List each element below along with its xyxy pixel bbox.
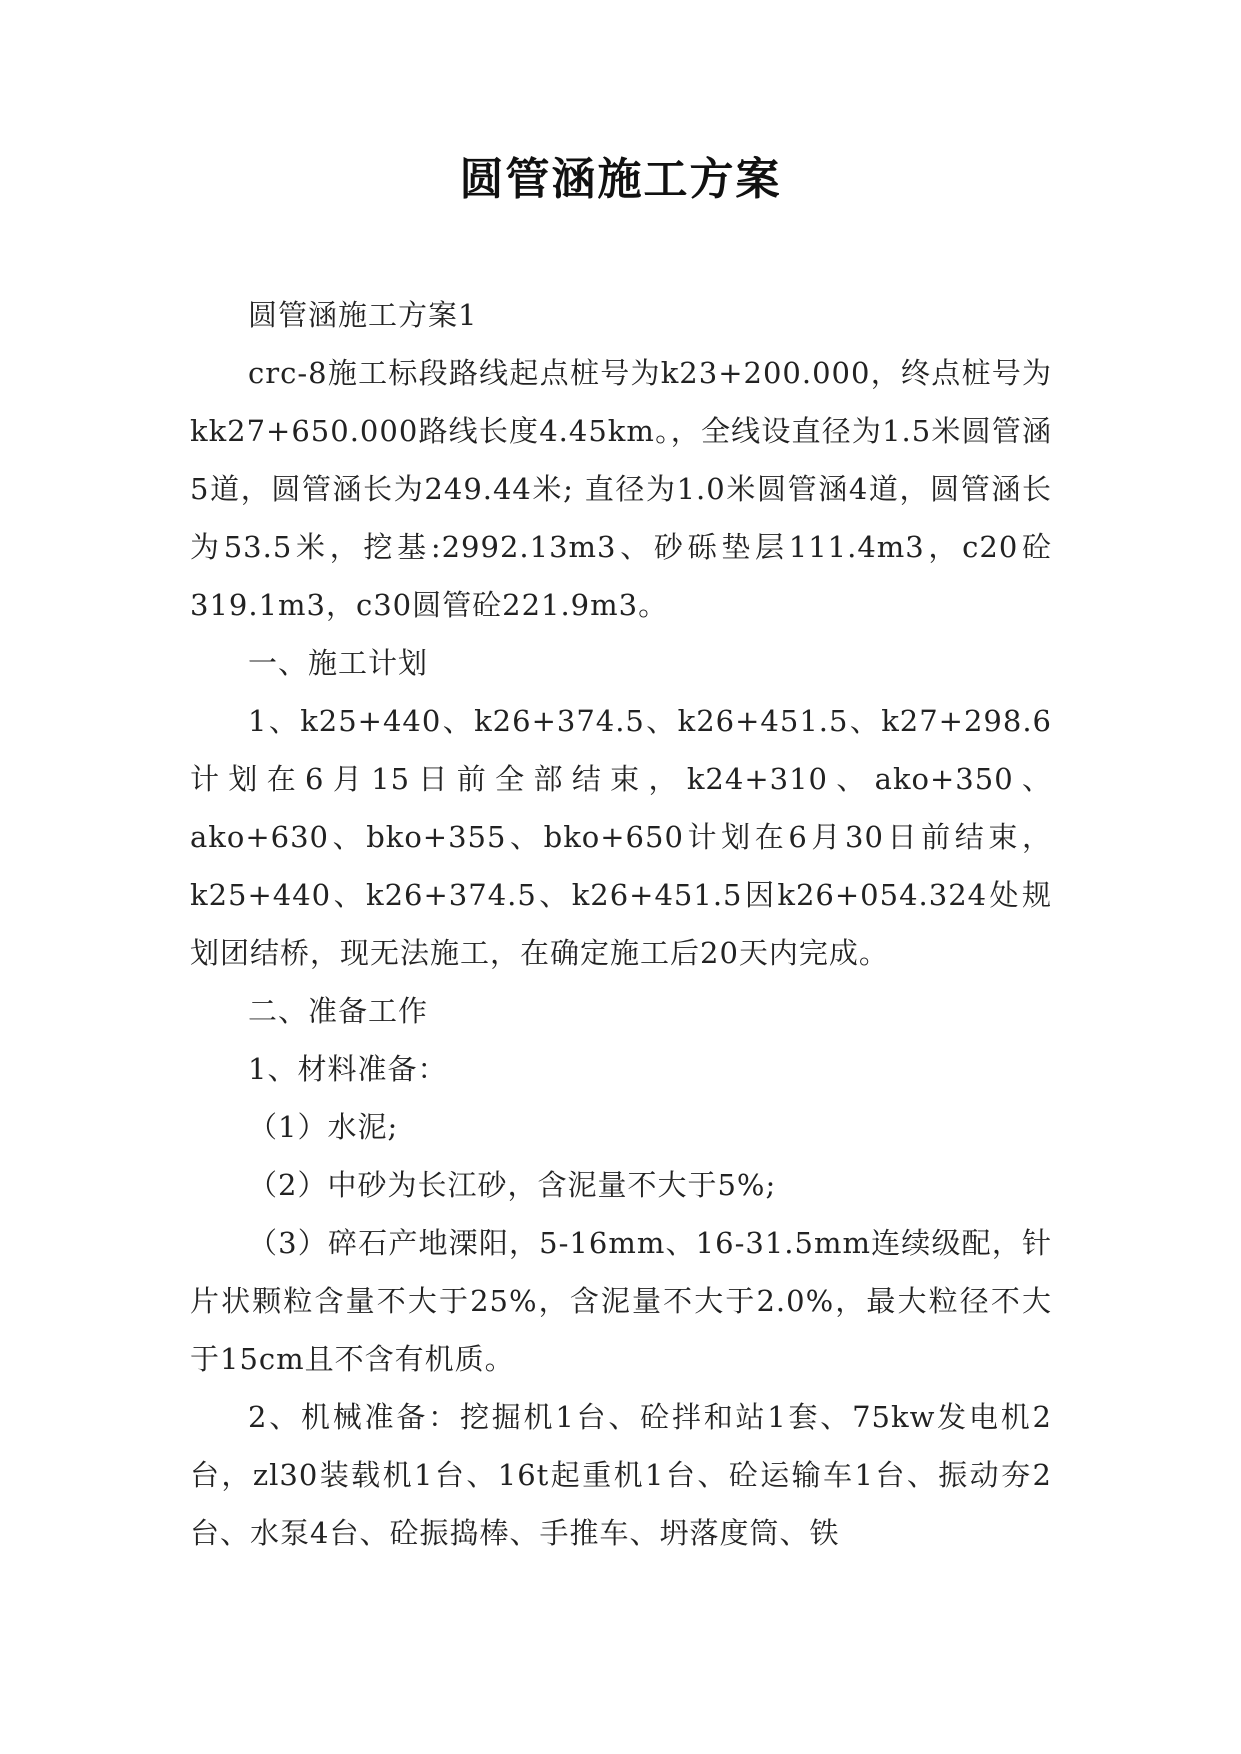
paragraph-subtitle: 圆管涵施工方案1 bbox=[248, 298, 478, 332]
document-body bbox=[190, 286, 1052, 1562]
paragraph-gravel: （3）碎石产地溧阳，5-16mm、16-31.5mm连续级配，针片状颗粒含量不大于25%，含泥量不大于2.0%，最大粒径不大于15cm且不含有机质。 bbox=[190, 1226, 1052, 1376]
section-heading-preparation: 二、准备工作 bbox=[248, 994, 429, 1028]
paragraph-cement: （1）水泥; bbox=[248, 1110, 399, 1144]
paragraph-plan: 1、k25+440、k26+374.5、k26+451.5、k27+298.6计划在6月15日前全部结束，k24+310、ako+350、ako+630、bko+355、bko+650计划在6月30日前结束，k25+440、k26+374.5、k26+451.5因k26+054.324处规划团结桥，现无法施工，在确定施工后20天内完成。 bbox=[190, 704, 1052, 970]
paragraph-overview: crc-8施工标段路线起点桩号为k23+200.000，终点桩号为kk27+650.000路线长度4.45km。，全线设直径为1.5米圆管涵5道，圆管涵长为249.44米; 直径为1.0米圆管涵4道，圆管涵长为53.5米，挖基:2992.13m3、砂砾垫层111.4m3，c20砼319.1m3，c30圆管砼221.9m3。 bbox=[190, 356, 1052, 622]
paragraph-machinery: 2、机械准备：挖掘机1台、砼拌和站1套、75kw发电机2台，zl30装载机1台、16t起重机1台、砼运输车1台、振动夯2台、水泵4台、砼振捣棒、手推车、坍落度筒、铁 bbox=[190, 1400, 1052, 1550]
paragraph-sand: （2）中砂为长江砂，含泥量不大于5%; bbox=[248, 1168, 777, 1202]
paragraph-material-heading: 1、材料准备： bbox=[248, 1052, 448, 1086]
document-title: 圆管涵施工方案 bbox=[459, 154, 782, 205]
section-heading-plan: 一、施工计划 bbox=[248, 646, 429, 680]
